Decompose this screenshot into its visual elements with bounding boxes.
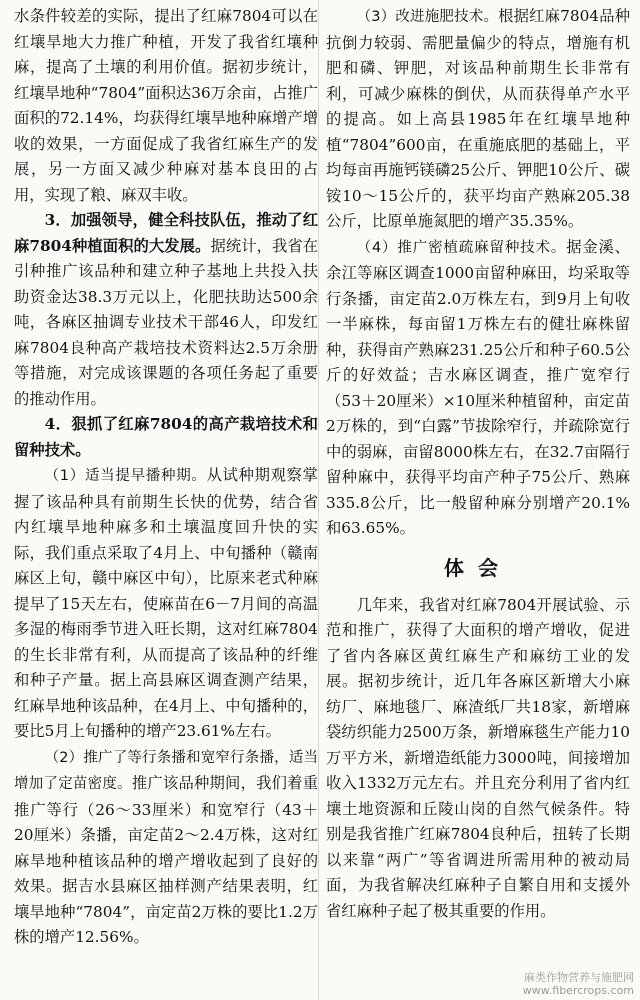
- subsection-2-title: （2）推广了等行条播和宽窄行条播，适当增加了定苗密度。: [14, 749, 318, 792]
- left-column: [14, 4, 318, 951]
- watermark-name: 麻类作物营养与施肥网: [524, 971, 634, 984]
- subsection-1: [14, 463, 318, 745]
- paragraph-final: 几年来，我省对红麻7804开展试验、示范和推广，获得了大面积的增产增收，促进了省内各麻区黄红麻生产和麻纺工业的发展。据初步统计，近几年各麻区新增大小麻纺厂、麻地毯厂、麻渣纸厂共18家，新增麻袋纺织能力2500万条，新增麻毯生产能力10万平方米，新增造纸能力3000吨，间接增加收入1332万元左右。并且充分利用了省内红壤土地资源和丘陵山岗的自然气候条件。特别是我省推广红麻7804良种后，扭转了长期以来靠“两广”等省调进所需用种的被动局面，为我省解决红麻种子自繁自用和支援外省红麻种子起了极其重要的作用。: [326, 595, 630, 920]
- heading-4: 4．狠抓了红麻7804的高产栽培技术和留种技术。: [14, 415, 318, 459]
- section-3: [14, 208, 318, 412]
- subsection-3-text: 根据红麻7804品种抗倒力较弱、需肥量偏少的特点，增施有机肥和磷、钾肥，对该品种前期生长非常有利，可减少麻株的倒伏，从而获得单产水平的提高。如上高县1985年在红壤旱地种植“7804”600亩，在重施底肥的基础上，平均每亩再施钙镁磷25公斤、钾肥10公斤、碳铵10～15公斤的，获平均亩产熟麻205.38公斤，比原单施氮肥的增产35.35%。: [326, 7, 630, 230]
- column-divider: [318, 0, 319, 1000]
- subsection-1-title: （1）适当提早播种期。: [44, 468, 207, 484]
- subsection-3-title: （3）改进施肥技术。: [356, 9, 499, 25]
- subsection-2: [14, 745, 318, 951]
- paragraph-top: 水条件较差的实际，提出了红麻7804可以在红壤旱地大力推广种植，开发了我省红壤种麻，提高了土壤的利用价值。据初步统计，红壤旱地种“7804”面积达36万余亩，占推广面积的72.14%，均获得红壤旱地种麻增产增收的效果，一方面促成了我省红麻生产的发展，另一方面又减少种麻对基本良田的占用，实现了粮、麻双丰收。: [14, 7, 318, 204]
- right-column: [326, 4, 630, 924]
- subsection-4-title: （4）推广密植疏麻留种技术。: [356, 239, 567, 256]
- section-3-text: 据统计，我省在引种推广该品种和建立种子基地上共投入扶助资金达38.3万元以上，化肥扶助达500余吨，各麻区抽调专业技术干部46人，印发红麻7804良种高产栽培技术资料达2.5万余册等措施，对完成该课题的各项任务起了重要的推动作用。: [14, 236, 318, 408]
- subsection-1-text: 从试种期观察掌握了该品种具有前期生长快的优势，结合省内红壤旱地种麻多和土壤温度回升快的实际，我们重点采取了4月上、中旬播种（赣南麻区上旬，赣中麻区中旬），比原来老式种麻提早了15天左右，使麻苗在6－7月间的高温多湿的梅雨季节进入旺长期，这对红麻7804的生长非常有利，从而提高了该品种的纤维和种子产量。据上高县麻区调查测产结果，红麻旱地种该品种，在4月上、中旬播种的，要比5月上旬播种的增产23.61%左右。: [14, 466, 318, 740]
- heading-3: 3．加强领导，健全科技队伍，推动了红麻7804种植面积的大发展。: [14, 211, 318, 255]
- subsection-4: [326, 235, 630, 542]
- subsection-2-text: 推广该品种期间，我们着重推广等行（26～33厘米）和宽窄行（43＋20厘米）条播，亩定苗2～2.4万株，这对红麻旱地种植该品种的增产增收起到了良好的效果。据吉水县麻区抽样测产结果表明，红壤旱地种“7804”，亩定苗2万株的要比1.2万株的增产12.56%。: [14, 774, 318, 946]
- watermark-url: www.fibercrops.com: [522, 984, 634, 997]
- subsection-3: [326, 4, 630, 235]
- section-title: 体会: [444, 555, 512, 580]
- watermark: [523, 971, 634, 997]
- subsection-4-text: 据金溪、余江等麻区调查1000亩留种麻田，均采取等行条播，亩定苗2.0万株左右，到9月上旬收一半麻株，每亩留1万株左右的健壮麻株留种，获得亩产熟麻231.25公斤和种子60.5公斤的好效益；吉水麻区调查，推广宽窄行（53＋20厘米）×10厘米种植留种，亩定苗2万株的，到“白露”节拔除窄行，并疏除宽行中的弱麻，亩留8000株左右，在32.7亩隔行留种麻中，获得平均亩产种子75公斤、熟麻335.8公斤，比一般留种麻分别增产20.1%和63.65%。: [326, 237, 630, 537]
